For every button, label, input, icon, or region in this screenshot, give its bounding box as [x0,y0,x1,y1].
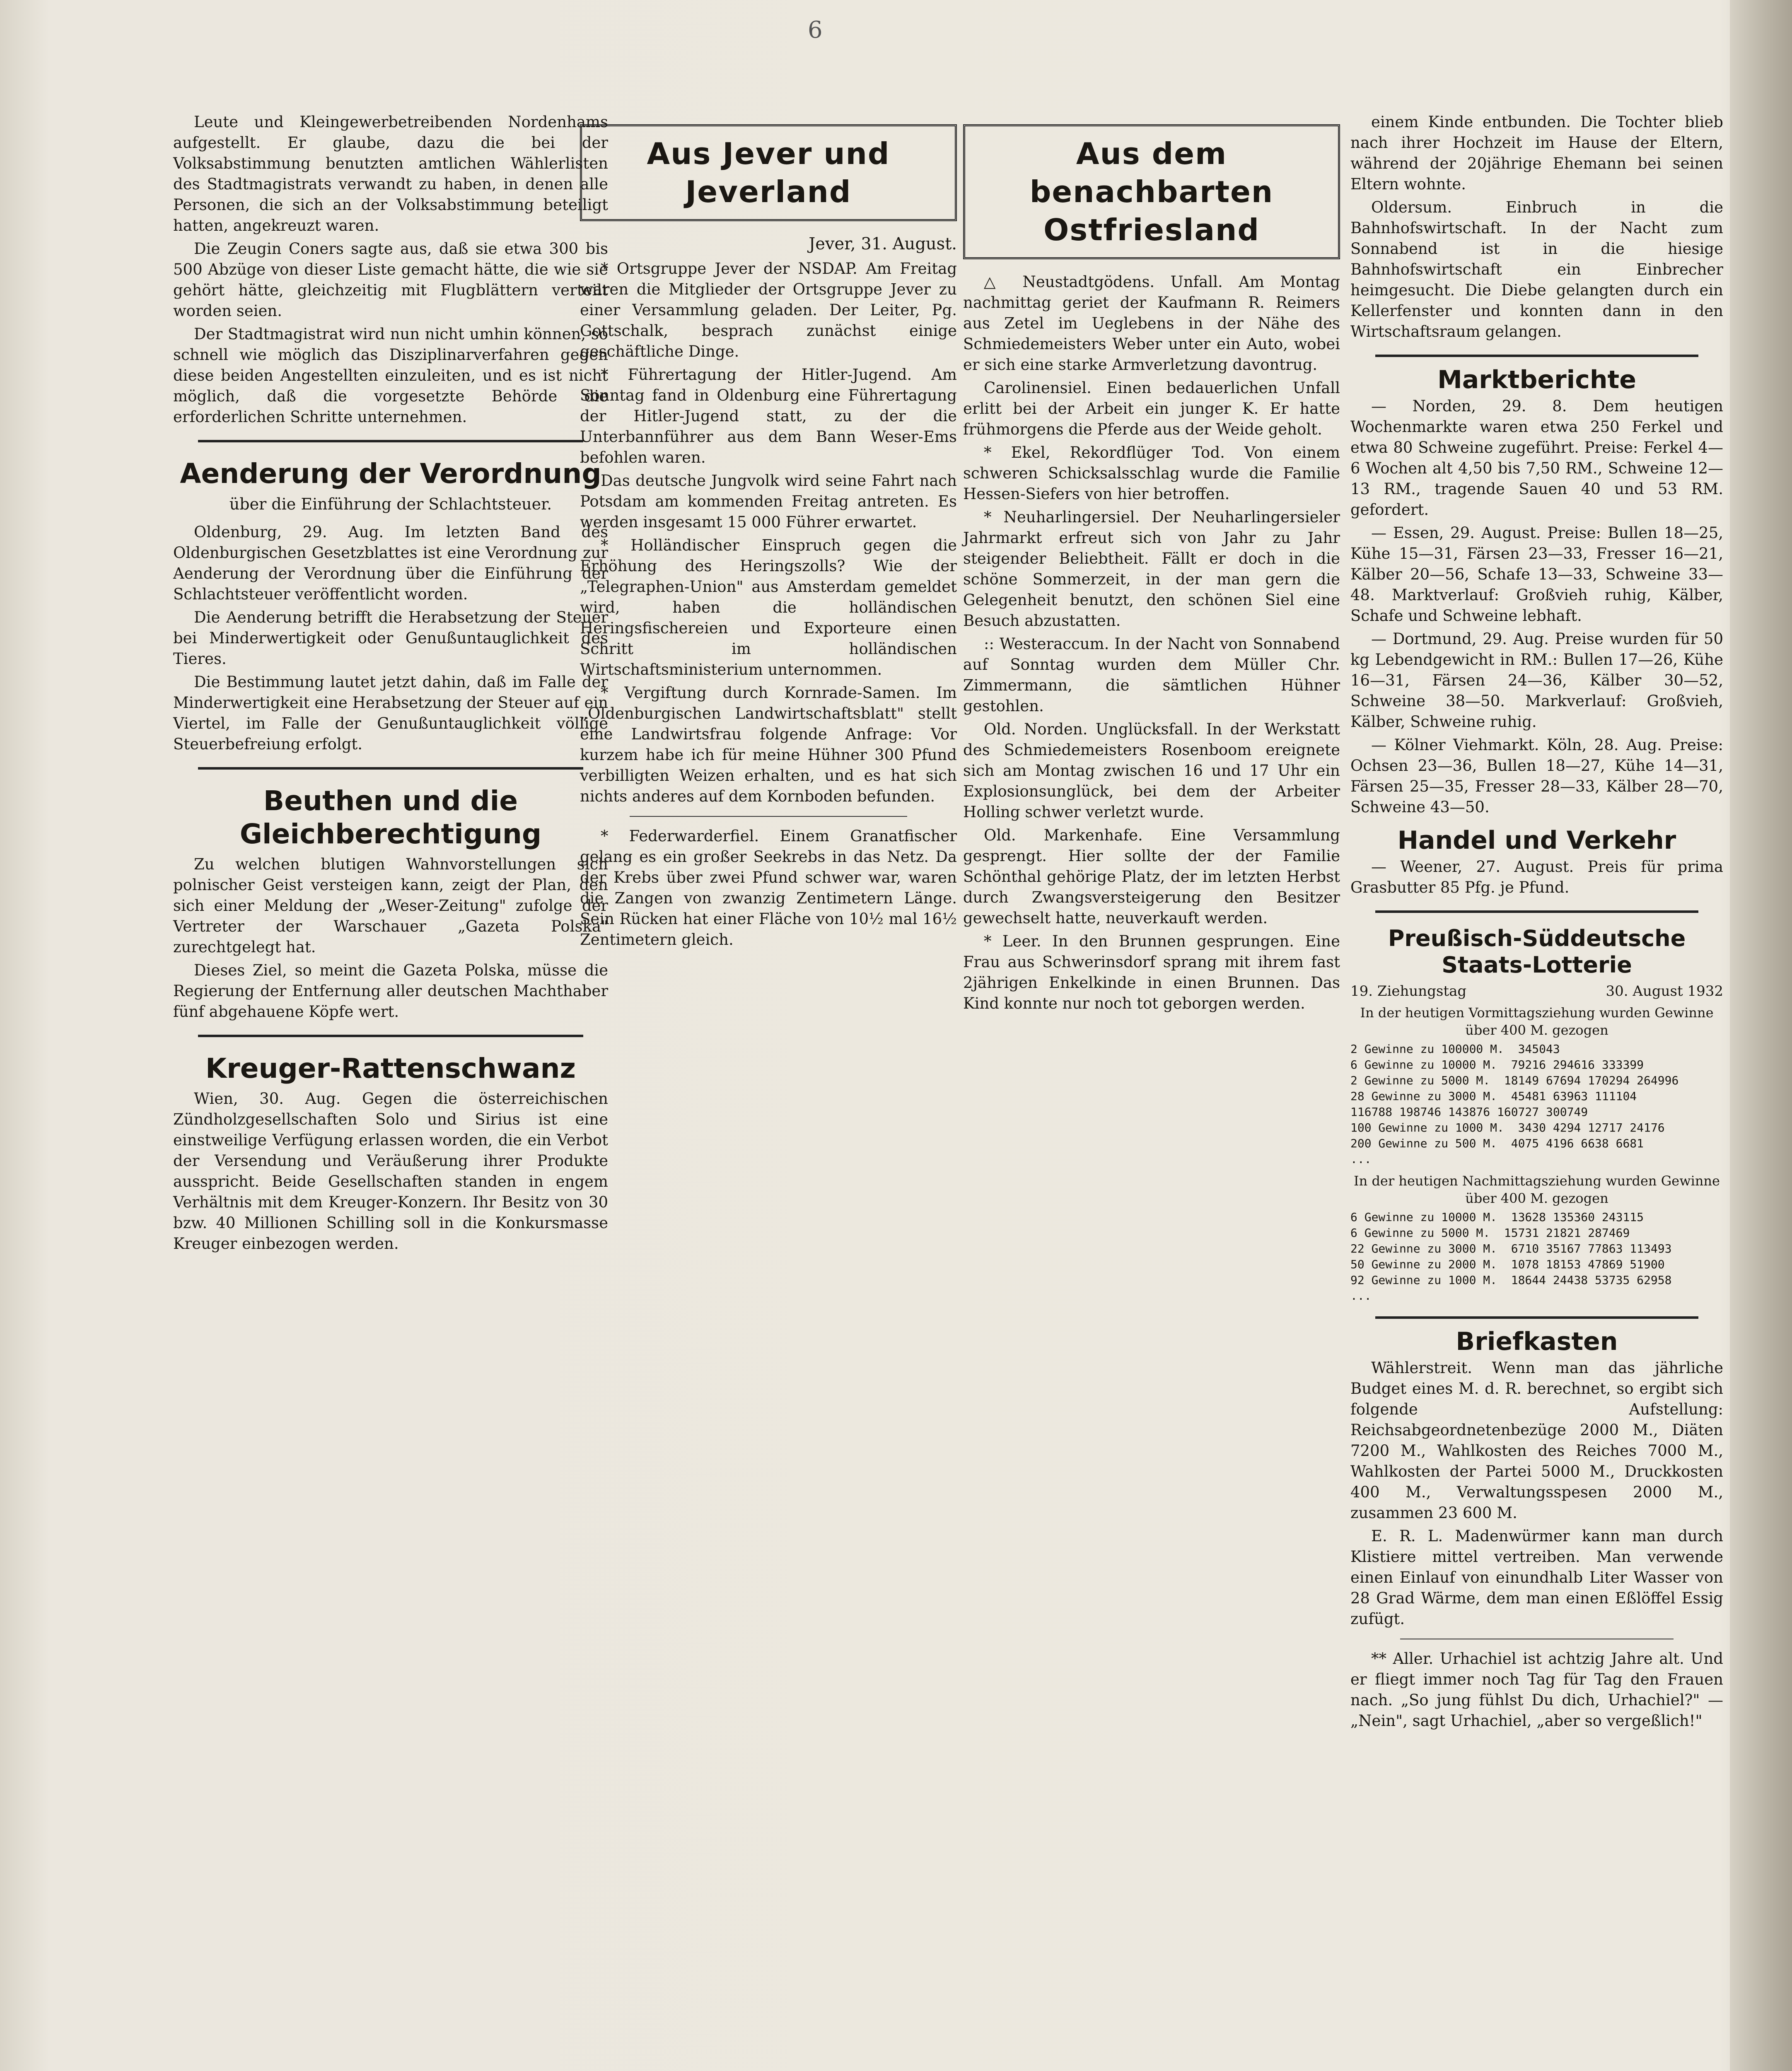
section-heading-box: Aus Jever und Jeverland [580,124,957,221]
dateline: Jever, 31. August. [809,234,957,253]
article-paragraph: Zu welchen blutigen Wahnvorstellungen sich polnischer Geist versteigen kann, zeigt der Plan, den sich einer Meldung der „Weser-Zeitung" zufolge der Vertreter der Warschauer „Gazeta Polska" zurechtgelegt hat. [173,855,608,956]
market-report: — Dortmund, 29. Aug. Preise wurden für 50 kg Lebendgewicht in RM.: Bullen 17—26, Kühe 16—31, Färsen 24—36, Kälber 30—52, Schweine 38—50. Markverlauf: Großvieh, Kälber, Schweine ruhig. [1350,630,1723,731]
article-paragraph: △ Neustadtgödens. Unfall. Am Montag nachmittag geriet der Kaufmann R. Reimers aus Zetel im Ueglebens in der Nähe des Schmiedemeisters Weber unter ein Auto, wobei er sich eine starke Armverletzung davontrug. [963,273,1340,374]
article-paragraph: Dieses Ziel, so meint die Gazeta Polska, müsse die Regierung der Entfernung aller deutschen Machthaber fünf abgehauene Köpfe wert. [173,961,608,1021]
article-paragraph: Das deutsche Jungvolk wird seine Fahrt nach Potsdam am kommenden Freitag antreten. Es werden insgesamt 15 000 Führer erwartet. [580,472,957,531]
article-paragraph: Die Aenderung betrifft die Herabsetzung der Steuer bei Minderwertigkeit oder Genußuntauglichkeit des Tieres. [173,608,608,668]
lottery-title: Preußisch-Süddeutsche Staats-Lotterie [1388,925,1686,978]
lottery-note: In der heutigen Nachmittagsziehung wurden Gewinne über 400 M. gezogen [1354,1173,1720,1206]
column-4 [1350,112,1723,1734]
article-paragraph: Oldersum. Einbruch in die Bahnhofswirtschaft. In der Nacht zum Sonnabend ist in die hiesige Bahnhofswirtschaft ein Einbrecher heimgesucht. Die Diebe gelangten durch ein Kellerfenster und konnten dann in den Wirtschaftsraum gelangen. [1350,198,1723,340]
article-paragraph: * Führertagung der Hitler-Jugend. Am Sonntag fand in Oldenburg eine Führertagung der Hitler-Jugend statt, zu der die Unterbannführer aus dem Bann Weser-Ems befohlen waren. [580,366,957,466]
article-paragraph: * Leer. In den Brunnen gesprungen. Eine Frau aus Schwerinsdorf sprang mit ihrem fast 2jährigen Enkelkinde in einen Brunnen. Das Kind konnte nur noch tot geborgen werden. [963,932,1340,1012]
trade-report: — Weener, 27. August. Preis für prima Grasbutter 85 Pfg. je Pfund. [1350,858,1723,896]
section-heading-box: Aus dem benachbarten Ostfriesland [963,124,1340,259]
article-paragraph: Carolinensiel. Einen bedauerlichen Unfall erlitt bei der Arbeit ein junger K. Er hatte frühmorgens die Pferde aus der Weide geholt. [963,379,1340,438]
lottery-meta [1350,981,1723,1002]
lottery-numbers: 2 Gewinne zu 100000 M. 345043 6 Gewinne zu 10000 M. 79216 294616 333399 2 Gewinne zu 5000 M. 18149 67694 170294 264996 28 Gewinne zu 3000 M. 45481 63963 111104 116788 198746 143876 160727 300749 100 Gewinne zu 1000 M. 3430 4294 12717 24176 200 Gewinne zu 500 M. 4075 4196 6638 6681 ... [1350,1042,1679,1166]
headline: Beuthen und die Gleichberechtigung [239,785,542,850]
article-paragraph: Die Bestimmung lautet jetzt dahin, daß im Falle der Minderwertigkeit eine Herabsetzung der Steuer auf ein Viertel, im Falle der Genußuntauglichkeit völlige Steuerbefreiung erfolgt. [173,673,608,753]
page-number: 6 [808,17,823,43]
mailbox-entry: E. R. L. Madenwürmer kann man durch Klistiere mittel vertreiben. Man verwende einen Einlauf von einundhalb Liter Wasser von 28 Grad Wärme, dem man einen Eßlöffel Essig zufügt. [1350,1527,1723,1628]
lottery-date: 30. August 1932 [1606,983,1723,999]
lottery-numbers: 6 Gewinne zu 10000 M. 13628 135360 243115 6 Gewinne zu 5000 M. 15731 21821 287469 22 Gewinne zu 3000 M. 6710 35167 77863 113493 50 Gewinne zu 2000 M. 1078 18153 47869 51900 92 Gewinne zu 1000 M. 18644 24438 53735 62958 ... [1350,1210,1672,1303]
article-paragraph: einem Kinde entbunden. Die Tochter blieb nach ihrer Hochzeit im Hause der Eltern, während der 20jährige Ehemann bei seinen Eltern wohnte. [1350,113,1723,193]
article-paragraph: * Holländischer Einspruch gegen die Erhöhung des Heringszolls? Wie der „Telegraphen-Union" aus Amsterdam gemeldet wird, haben die holländischen Heringsfischereien und Exporteure einen Schritt im holländischen Wirtschaftsministerium unternommen. [580,536,957,678]
trade-heading: Handel und Verkehr [1397,826,1676,855]
article-paragraph: * Vergiftung durch Kornrade-Samen. Im „Oldenburgischen Landwirtschaftsblatt" stellt eine Landwirtsfrau folgende Anfrage: Vor kurzem habe ich für meine Hühner 300 Pfund verbilligten Weizen erhalten, und es hat sich nichts anderes auf dem Kornboden befunden. [580,684,957,805]
article-paragraph: :: Westeraccum. In der Nacht von Sonnabend auf Sonntag wurden dem Müller Chr. Zimmermann, die sämtlichen Hühner gestohlen. [963,635,1340,715]
market-report: — Essen, 29. August. Preise: Bullen 18—25, Kühe 15—31, Färsen 23—33, Fresser 16—21, Kälber 20—56, Schafe 13—33, Schweine 33—48. Marktverlauf: Großvieh ruhig, Kälber, Schafe und Schweine lebhaft. [1350,524,1723,625]
subheadline: über die Einführung der Schlachtsteuer. [229,495,552,513]
article-paragraph: Die Zeugin Coners sagte aus, daß sie etwa 300 bis 500 Abzüge von dieser Liste gemacht hätte, die wie sie gehört hätte, gleichzeitig mit Flugblättern verteilt worden seien. [173,240,608,320]
market-reports-heading: Marktberichte [1437,365,1636,394]
article-paragraph: Old. Markenhafe. Eine Versammlung gesprengt. Hier sollte der der Familie Schönthal gehörige Platz, der im letzten Herbst durch Zwangsversteigerung den Besitzer gewechselt hatte, neuverkauft werden. [963,826,1340,927]
headline: Kreuger-Rattenschwanz [205,1052,576,1084]
lottery-note: In der heutigen Vormittagsziehung wurden Gewinne über 400 M. gezogen [1360,1005,1714,1038]
article-paragraph: * Ortsgruppe Jever der NSDAP. Am Freitag waren die Mitglieder der Ortsgruppe Jever zu einer Versammlung geladen. Der Leiter, Pg. Gottschalk, besprach zunächst einige geschäftliche Dinge. [580,260,957,360]
article-paragraph: Der Stadtmagistrat wird nun nicht umhin können, so schnell wie möglich das Disziplinarverfahren gegen diese beiden Angestellten einzuleiten, und es ist nicht möglich, daß die vorgesetzte Behörde die erforderlichen Schritte unternehmen. [173,325,608,426]
column-1 [173,112,608,1257]
article-divider [198,440,583,442]
article-paragraph: Oldenburg, 29. Aug. Im letzten Band des Oldenburgischen Gesetzblattes ist eine Verordnung zur Aenderung der Verordnung über die Einführung der Schlachtsteuer veröffentlicht worden. [173,523,608,603]
book-binding-edge [1730,0,1792,2071]
article-divider [1375,1316,1698,1319]
article-paragraph: Wien, 30. Aug. Gegen die österreichischen Zündholzgesellschaften Solo und Sirius ist eine einstweilige Verfügung erlassen worden, die ein Verbot der Versendung und Veräußerung ihrer Produkte ausspricht. Beide Gesellschaften standen in engem Verhältnis mit dem Kreuger-Konzern. Ihr Besitz von 30 bzw. 40 Millionen Schilling soll in die Konkursmasse Kreuger einbezogen werden. [173,1090,608,1253]
article-divider [1375,910,1698,913]
article-divider [630,816,907,817]
article-paragraph: Old. Norden. Unglücksfall. In der Werkstatt des Schmiedemeisters Rosenboom ereignete sich am Montag zwischen 16 und 17 Uhr ein Explosionsunglück, bei dem der Arbeiter Holling schwer verletzt wurde. [963,720,1340,821]
article-paragraph: Leute und Kleingewerbetreibenden Nordenhams aufgestellt. Er glaube, dazu die bei der Volksabstimmung benutzten amtlichen Wählerlisten des Stadtmagistrats verwandt zu haben, in denen alle Personen, die sich an der Volksabstimmung beteiligt hatten, angekreuzt waren. [173,113,608,234]
mailbox-entry: Wählerstreit. Wenn man das jährliche Budget eines M. d. R. berechnet, so ergibt sich folgende Aufstellung: Reichsabgeordnetenbezüge 2000 M., Diäten 7200 M., Wahlkosten des Reiches 7000 M., Wahlkosten der Partei 5000 M., Druckkosten 400 M., Verwaltungsspesen 2000 M., zusammen 23 600 M. [1350,1359,1723,1522]
market-report: — Kölner Viehmarkt. Köln, 28. Aug. Preise: Ochsen 23—36, Bullen 18—27, Kühe 14—31, Färsen 25—35, Fresser 28—33, Kälber 28—70, Schweine 43—50. [1350,736,1723,816]
article-divider [1375,355,1698,357]
closing-anecdote: ** Aller. Urhachiel ist achtzig Jahre alt. Und er fliegt immer noch Tag für Tag den Frauen nach. „So jung fühlst Du dich, Urhachiel?" — „Nein", sagt Urhachiel, „aber so vergeßlich!" [1350,1650,1723,1730]
article-paragraph: * Ekel, Rekordflüger Tod. Von einem schweren Schicksalsschlag wurde die Familie Hessen-Siefers von hier betroffen. [963,444,1340,503]
mailbox-heading: Briefkasten [1456,1327,1618,1356]
article-paragraph: * Federwarderfiel. Einem Granatfischer gelang es ein großer Seekrebs in das Netz. Da der Krebs über zwei Pfund schwer war, waren die Zangen von zwanzig Zentimetern Länge. Sein Rücken hat einer Fläche von 10½ mal 16½ Zentimetern gleich. [580,827,957,949]
article-divider [198,767,583,770]
article-divider [198,1035,583,1037]
article-paragraph: * Neuharlingersiel. Der Neuharlingersieler Jahrmarkt erfreut sich von Jahr zu Jahr steigender Beliebtheit. Fällt er doch in die schöne Sommerzeit, in der man gern die Gelegenheit benutzt, den schönen Siel eine Besuch abzustatten. [963,508,1340,630]
lottery-draw-day: 19. Ziehungstag [1350,983,1467,999]
market-report: — Norden, 29. 8. Dem heutigen Wochenmarkte waren etwa 250 Ferkel und etwa 80 Schweine zugeführt. Preise: Ferkel 4—6 Wochen alt 4,50 bis 7,50 RM., Schweine 12—13 RM., tragende Sauen 40 und 53 RM. gefordert. [1350,397,1723,519]
column-3 [963,112,1340,1016]
headline: Aenderung der Verordnung [180,458,601,490]
column-2 [580,112,957,953]
